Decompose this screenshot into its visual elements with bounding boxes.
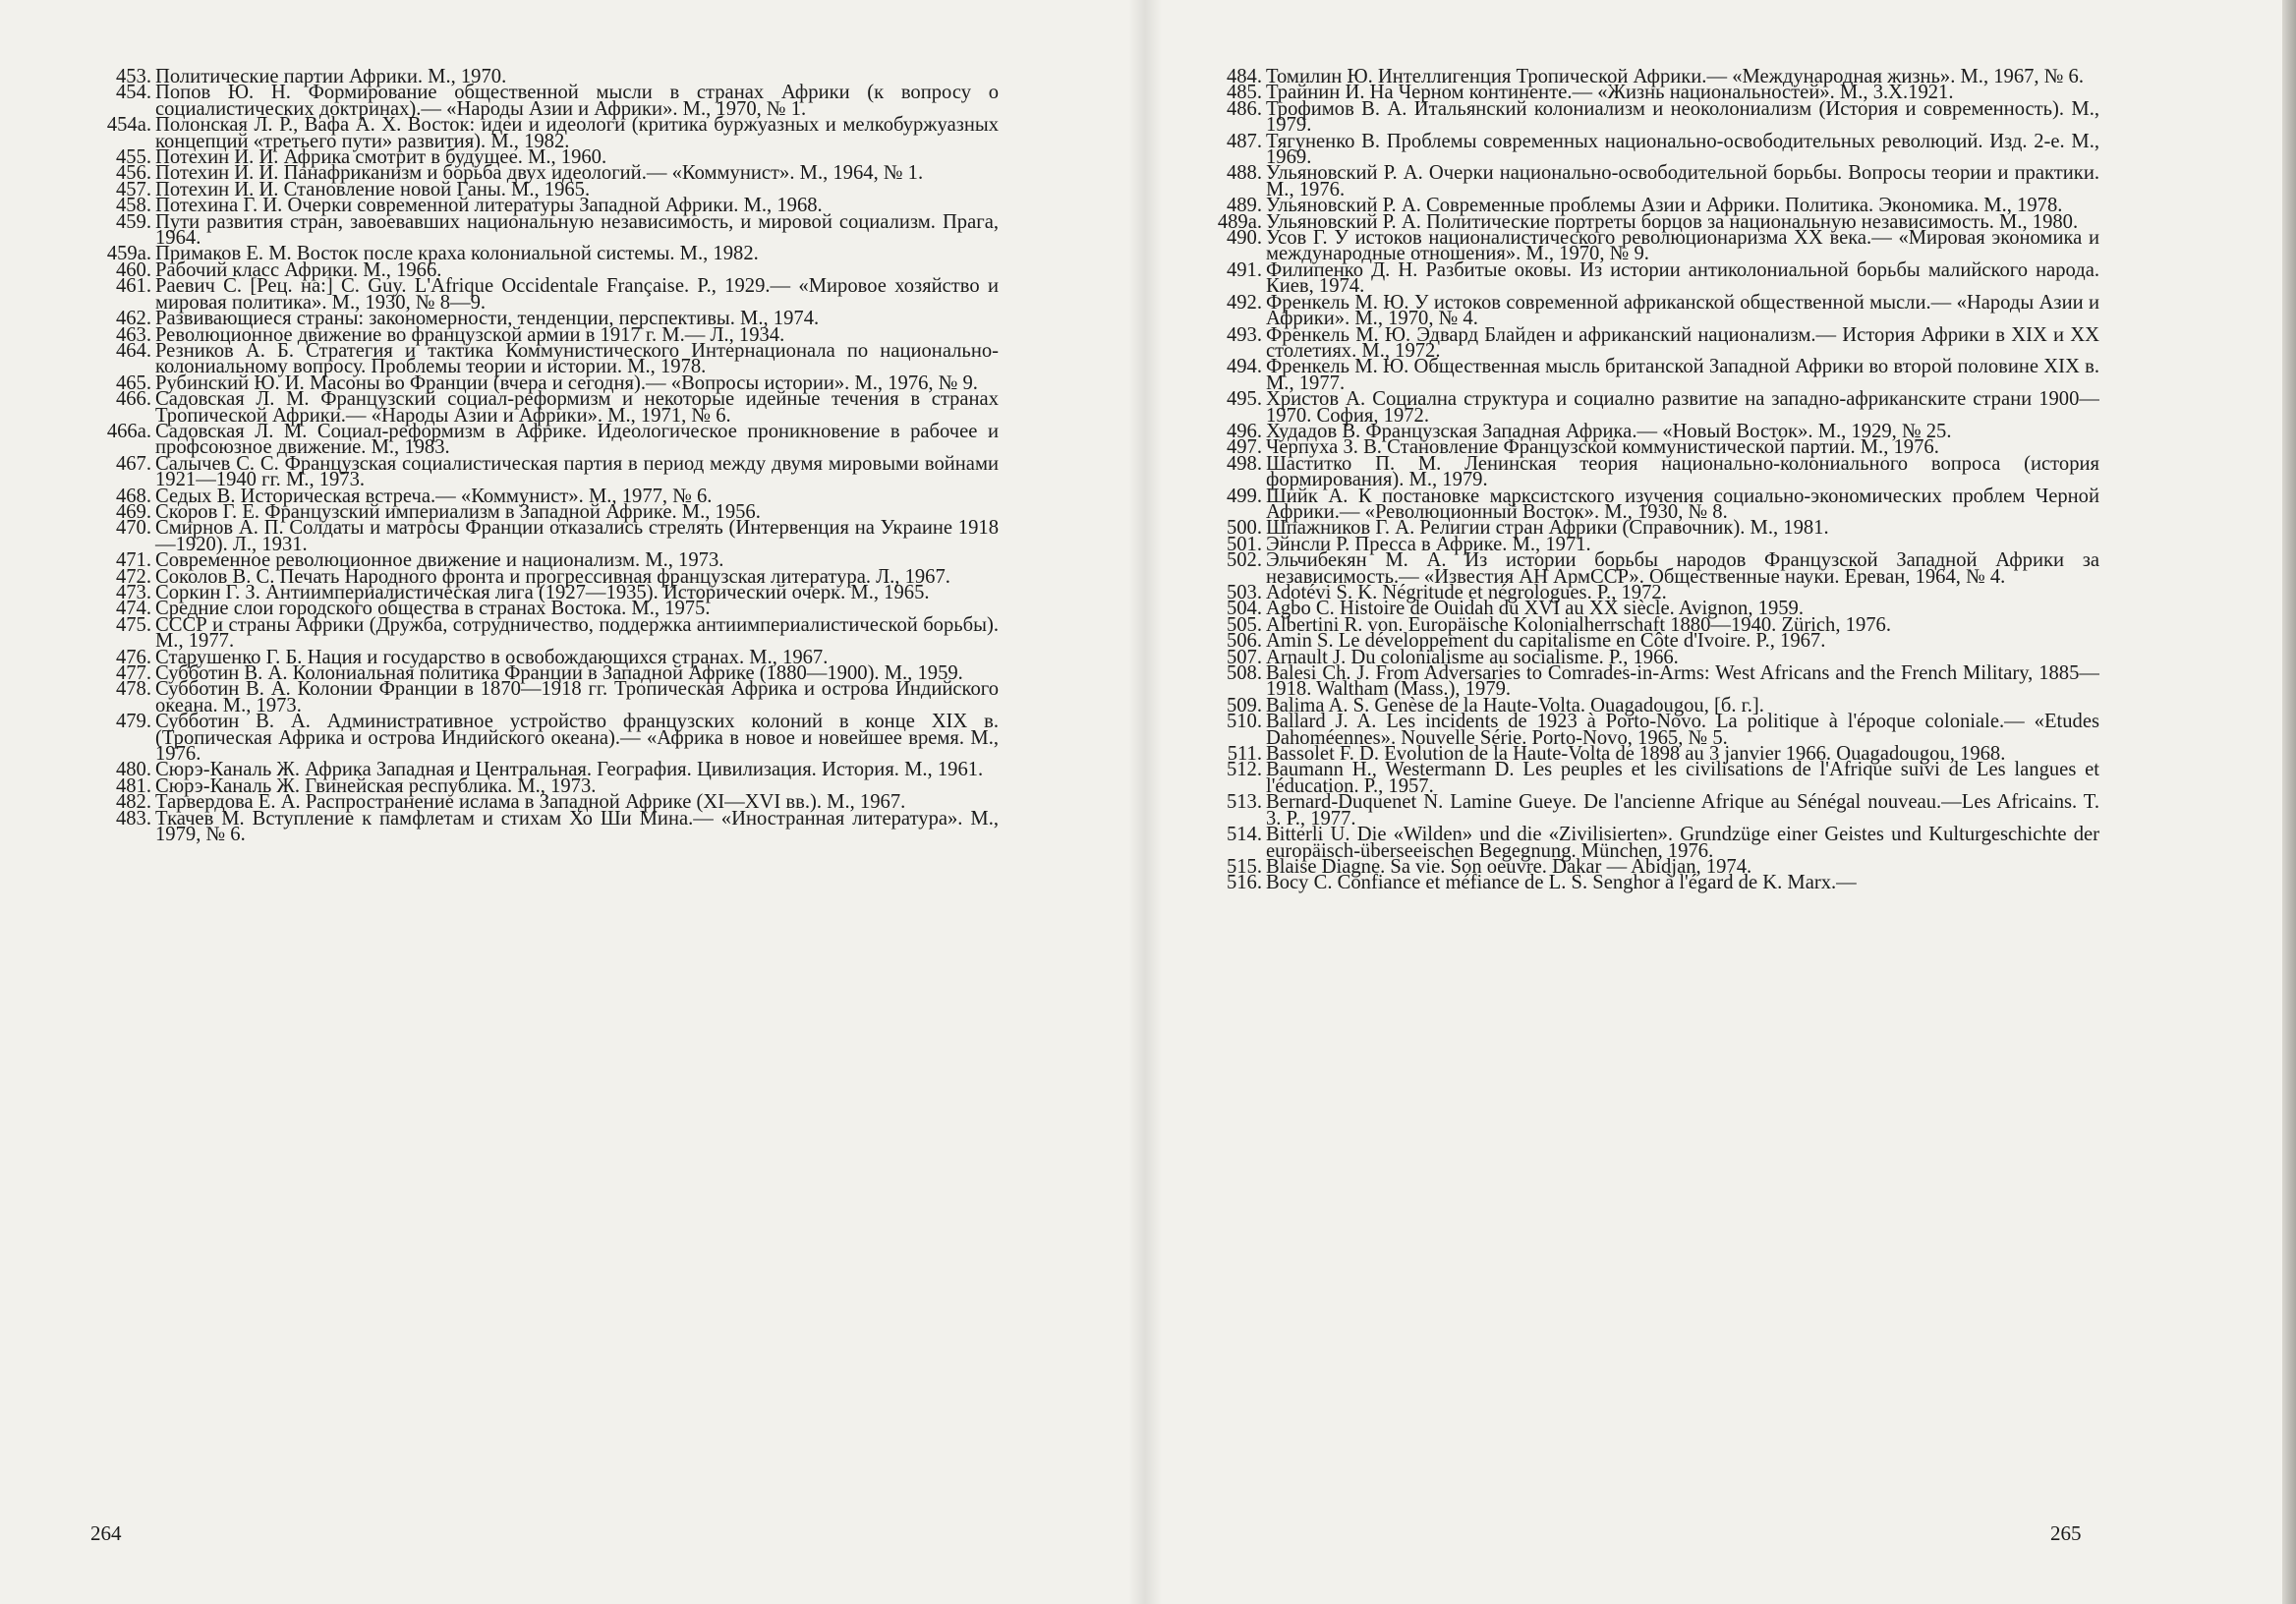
entry-text: Субботин В. А. Административное устройство французских колоний в конце XIX в. (Тропическая Африка и острова Индийского океана).— «Африка в новое и новейшее время. М., 1976. xyxy=(155,711,999,766)
entry-number: 469. xyxy=(115,500,151,523)
entry-number: 485. xyxy=(1226,82,1262,104)
entry-text: Ballard J. A. Les incidents de 1923 à Porto-Novo. La politique à l'époque coloniale.— «Etudes Dahoméennes». Nouvelle Série. Porto-Novo, 1965, № 5. xyxy=(1266,711,2099,749)
entry-text: Пути развития стран, завоевавших национальную независимость, и мировой социализм. Прага, 1964. xyxy=(155,210,999,250)
entry-text: Потехина Г. И. Очерки современной литературы Западной Африки. М., 1968. xyxy=(155,195,823,217)
entry-number: 499. xyxy=(1226,485,1262,507)
left-page-number: 264 xyxy=(90,1521,122,1545)
entry-number: 455. xyxy=(115,146,151,169)
entry-text: Усов Г. У истоков националистического революционаризма XX века.— «Мировая экономика и международные отношения». М., 1970, № 9. xyxy=(1266,227,2099,265)
entry-text: Христов А. Социална структура и социално развитие на западно-африканските страни 1900—1970. София, 1972. xyxy=(1266,388,2099,427)
bibliography-entry xyxy=(1209,711,2099,749)
entry-text: Примаков Е. М. Восток после краха колониальной системы. М., 1982. xyxy=(155,243,759,265)
entry-number: 515. xyxy=(1226,855,1262,878)
left-page xyxy=(98,69,999,1533)
entry-number: 504. xyxy=(1226,598,1262,620)
bibliography-entry xyxy=(98,711,999,766)
entry-number: 466. xyxy=(115,388,151,411)
entry-number: 466а. xyxy=(106,420,151,442)
entry-number: 491. xyxy=(1226,258,1262,281)
entry-number: 497. xyxy=(1226,436,1262,459)
bibliography-entry xyxy=(98,339,999,378)
entry-number: 453. xyxy=(115,69,151,87)
entry-text: Соркин Г. З. Антиимпериалистическая лига (1927—1935). Исторический очерк. М., 1965. xyxy=(155,582,930,603)
entry-number: 496. xyxy=(1226,420,1262,442)
bibliography-entry xyxy=(1209,97,2099,137)
entry-text: Ткачев М. Вступление к памфлетам и стихам Хо Ши Мина.— «Иностранная литература». М., 1979, № 6. xyxy=(155,807,999,846)
entry-text: Попов Ю. Н. Формирование общественной мысли в странах Африки (к вопросу о социалистических доктринах).— «Народы Азии и Африки». М., 1970, № 1. xyxy=(155,82,999,120)
entry-text: Смирнов А. П. Солдаты и матросы Франции отказались стрелять (Интервенция на Украине 1918—1920). Л., 1931. xyxy=(155,517,999,555)
bibliography-entry xyxy=(1209,162,2099,200)
entry-text: Садовская Л. М. Французский социал-реформизм и некоторые идейные течения в странах Тропической Африки.— «Народы Азии и Африки». М., 1971, № 6. xyxy=(155,388,999,427)
entry-number: 460. xyxy=(115,258,151,281)
entry-text: Френкель М. Ю. Эдвард Блайден и африканский национализм.— История Африки в XIX и XX столетиях. М., 1972. xyxy=(1266,323,2099,362)
entry-text: Bitterli U. Die «Wilden» und die «Zivilisierten». Grundzüge einer Geistes und Kulturgeschichte der europäisch-überseeischen Begegnung. München, 1976. xyxy=(1266,824,2099,862)
bibliography-entry xyxy=(98,613,999,653)
entry-number: 462. xyxy=(115,308,151,330)
entry-number: 464. xyxy=(115,339,151,362)
entry-number: 479. xyxy=(115,711,151,733)
entry-number: 495. xyxy=(1226,388,1262,411)
entry-number: 492. xyxy=(1226,291,1262,314)
entry-text: Тарвердова Е. А. Распространение ислама в Западной Африке (XI—XVI вв.). М., 1967. xyxy=(155,791,906,814)
bibliography-entry xyxy=(1209,872,2099,894)
entry-text: Ульяновский Р. А. Политические портреты борцов за национальную независимость. М., 1980. xyxy=(1266,210,2079,233)
bibliography-entry xyxy=(1209,452,2099,491)
entry-number: 473. xyxy=(115,582,151,603)
entry-number: 476. xyxy=(115,646,151,668)
entry-text: Филипенко Д. Н. Разбитые оковы. Из истории антиколониальной борьбы малийского народа. Киев, 1974. xyxy=(1266,258,2099,298)
entry-number: 472. xyxy=(115,565,151,588)
entry-text: Седых В. Историческая встреча.— «Коммунист». М., 1977, № 6. xyxy=(155,485,713,507)
entry-number: 471. xyxy=(115,549,151,572)
entry-text: Субботин В. А. Колонии Франции в 1870—1918 гг. Тропическая Африка и острова Индийского океана. М., 1973. xyxy=(155,678,999,716)
entry-number: 493. xyxy=(1226,323,1262,346)
bibliography-entry xyxy=(98,420,999,459)
entry-text: СССР и страны Африки (Дружба, сотрудничество, поддержка антиимпериалистической борьбы). М., 1977. xyxy=(155,613,999,653)
entry-number: 500. xyxy=(1226,517,1262,540)
entry-number: 510. xyxy=(1226,711,1262,733)
right-page xyxy=(1209,69,2099,1533)
entry-number: 494. xyxy=(1226,356,1262,378)
entry-number: 501. xyxy=(1226,533,1262,555)
bibliography-entry xyxy=(98,82,999,120)
entry-number: 487. xyxy=(1226,130,1262,152)
entry-text: Ульяновский Р. А. Очерки национально-освободительной борьбы. Вопросы теории и практики. М., 1976. xyxy=(1266,162,2099,200)
entry-number: 488. xyxy=(1226,162,1262,185)
entry-number: 459. xyxy=(115,210,151,233)
entry-text: Тягуненко В. Проблемы современных национально-освободительных революций. Изд. 2-е. М., 1969. xyxy=(1266,130,2099,169)
entry-text: Agbo C. Histoire de Ouidah du XVI au XX siècle. Avignon, 1959. xyxy=(1266,598,1804,620)
entry-number: 512. xyxy=(1226,759,1262,781)
entry-number: 489. xyxy=(1226,195,1262,217)
entry-text: Садовская Л. М. Социал-реформизм в Африке. Идеологическое проникновение в рабочее и профсоюзное движение. М., 1983. xyxy=(155,420,999,459)
entry-text: Balima A. S. Genèse de la Haute-Volta. Ouagadougou, [б. г.]. xyxy=(1266,694,1764,716)
entry-text: Скоров Г. Е. Французский империализм в Западной Африке. М., 1956. xyxy=(155,500,761,523)
entry-text: Потехин И. И. Панафриканизм и борьба двух идеологий.— «Коммунист». М., 1964, № 1. xyxy=(155,162,924,185)
entry-number: 503. xyxy=(1226,582,1262,603)
entry-number: 502. xyxy=(1226,549,1262,572)
entry-text: Albertini R. von. Europäische Kolonialherrschaft 1880—1940. Zürich, 1976. xyxy=(1266,613,1891,636)
entry-text: Потехин И. И. Африка смотрит в будущее. М., 1960. xyxy=(155,146,607,169)
bibliography-entry xyxy=(1209,791,2099,830)
entry-text: Трофимов В. А. Итальянский колониализм и неоколониализм (История и современность). М., 1979. xyxy=(1266,97,2099,137)
entry-number: 508. xyxy=(1226,662,1262,685)
entry-text: Потехин И. И. Становление новой Ганы. М., 1965. xyxy=(155,178,591,200)
entry-text: Революционное движение во французской армии в 1917 г. М.— Л., 1934. xyxy=(155,323,785,346)
page-edge xyxy=(2282,0,2296,1604)
entry-text: Френкель М. Ю. У истоков современной африканской общественной мысли.— «Народы Азии и Африки». М., 1970, № 4. xyxy=(1266,291,2099,330)
entry-text: Balesi Ch. J. From Adversaries to Comrades-in-Arms: West Africans and the French Military, 1885—1918. Waltham (Mass.), 1979. xyxy=(1266,662,2099,701)
entry-number: 459а. xyxy=(106,243,151,265)
entry-number: 506. xyxy=(1226,630,1262,653)
entry-number: 454а. xyxy=(106,114,151,137)
entry-number: 509. xyxy=(1226,694,1262,716)
entry-text: Старушенко Г. Б. Нация и государство в освобождающихся странах. М., 1967. xyxy=(155,646,829,668)
bibliography-entry xyxy=(1209,759,2099,797)
entry-number: 505. xyxy=(1226,613,1262,636)
entry-number: 477. xyxy=(115,662,151,685)
entry-number: 516. xyxy=(1226,872,1262,894)
entry-number: 467. xyxy=(115,452,151,475)
entry-text: Салычев С. С. Французская социалистическая партия в период между двумя мировыми войнами 1921—1940 гг. М., 1973. xyxy=(155,452,999,491)
entry-text: Политические партии Африки. М., 1970. xyxy=(155,69,507,87)
entry-text: Современное революционное движение и национализм. М., 1973. xyxy=(155,549,724,572)
entry-number: 513. xyxy=(1226,791,1262,814)
entry-number: 461. xyxy=(115,275,151,298)
bibliography-entry xyxy=(1209,356,2099,394)
entry-number: 482. xyxy=(115,791,151,814)
entry-text: Bassolet F. D. Evolution de la Haute-Volta de 1898 au 3 janvier 1966. Ouagadougou, 1968. xyxy=(1266,743,2006,766)
bibliography-entry xyxy=(1209,662,2099,701)
entry-text: Arnault J. Du colonialisme au socialisme. P., 1966. xyxy=(1266,646,1679,668)
bibliography-entry xyxy=(98,452,999,491)
entry-number: 475. xyxy=(115,613,151,636)
entry-text: Развивающиеся страны: закономерности, тенденции, перспективы. М., 1974. xyxy=(155,308,820,330)
entry-text: Шаститко П. М. Ленинская теория национально-колониального вопроса (история формирования). М., 1979. xyxy=(1266,452,2099,491)
bibliography-entry xyxy=(1209,291,2099,330)
entry-text: Сюрэ-Каналь Ж. Гвинейская республика. М., 1973. xyxy=(155,774,597,797)
entry-number: 489а. xyxy=(1217,210,1262,233)
entry-text: Сюрэ-Каналь Ж. Африка Западная и Центральная. География. Цивилизация. История. М., 1961. xyxy=(155,759,984,781)
bibliography-entry xyxy=(1209,485,2099,523)
bibliography-entry xyxy=(1209,388,2099,427)
book-gutter xyxy=(1128,0,1162,1604)
entry-text: Рабочий класс Африки. М., 1966. xyxy=(155,258,442,281)
entry-number: 456. xyxy=(115,162,151,185)
entry-number: 480. xyxy=(115,759,151,781)
entry-text: Baumann H., Westermann D. Les peuples et les civilisations de l'Afrique suivi de Les langues et l'éducation. P., 1957. xyxy=(1266,759,2099,797)
bibliography-entry xyxy=(1209,824,2099,862)
entry-number: 465. xyxy=(115,372,151,394)
entry-number: 481. xyxy=(115,774,151,797)
entry-number: 478. xyxy=(115,678,151,701)
bibliography-entry xyxy=(98,210,999,250)
entry-number: 474. xyxy=(115,598,151,620)
entry-text: Bocy C. Confiance et méfiance de L. S. Senghor à l'égard de K. Marx.— xyxy=(1266,872,1857,894)
entry-text: Amin S. Le développement du capitalisme en Côte d'Ivoire. P., 1967. xyxy=(1266,630,1826,653)
entry-text: Рубинский Ю. И. Масоны во Франции (вчера и сегодня).— «Вопросы истории». М., 1976, № 9. xyxy=(155,372,978,394)
entry-number: 511. xyxy=(1227,743,1262,766)
entry-number: 498. xyxy=(1226,452,1262,475)
entry-number: 514. xyxy=(1226,824,1262,846)
entry-text: Шийк А. К постановке марксистского изучения социально-экономических проблем Черной Африки.— «Революционный Восток». М., 1930, № 8. xyxy=(1266,485,2099,523)
bibliography-entry xyxy=(98,388,999,427)
entry-text: Томилин Ю. Интеллигенция Тропической Африки.— «Международная жизнь». М., 1967, № 6. xyxy=(1266,69,2084,87)
entry-text: Эйнсли Р. Пресса в Африке. М., 1971. xyxy=(1266,533,1591,555)
bibliography-entry xyxy=(1209,258,2099,298)
entry-text: Полонская Л. Р., Вафа А. Х. Восток: идеи и идеологи (критика буржуазных и мелкобуржуазных концепций «третьего пути» развития). М., 1982. xyxy=(155,114,999,152)
bibliography-entry xyxy=(98,114,999,152)
entry-text: Ульяновский Р. А. Современные проблемы Азии и Африки. Политика. Экономика. М., 1978. xyxy=(1266,195,2063,217)
entry-text: Blaise Diagne. Sa vie. Son oeuvre. Dakar — Abidjan, 1974. xyxy=(1266,855,1752,878)
entry-text: Трайнин И. На Черном континенте.— «Жизнь национальностей». М., 3.X.1921. xyxy=(1266,82,1954,104)
right-page-number: 265 xyxy=(2050,1521,2082,1545)
entry-text: Раевич С. [Рец. на:] C. Guy. L'Afrique Occidentale Française. P., 1929.— «Мировое хозяйство и мировая политика». М., 1930, № 8—9. xyxy=(155,275,999,314)
entry-text: Adotévi S. K. Négritude et négrologues. P., 1972. xyxy=(1266,582,1667,603)
entry-text: Субботин В. А. Колониальная политика Франции в Западной Африке (1880—1900). М., 1959. xyxy=(155,662,963,685)
entry-number: 490. xyxy=(1226,227,1262,250)
bibliography-entry xyxy=(98,678,999,716)
entry-text: Bernard-Duquenet N. Lamine Gueye. De l'ancienne Afrique au Sénégal nouveau.—Les Africains. T. 3. P., 1977. xyxy=(1266,791,2099,830)
bibliography-entry xyxy=(98,517,999,555)
bibliography-entry xyxy=(1209,227,2099,265)
bibliography-entry xyxy=(1209,130,2099,169)
entry-number: 470. xyxy=(115,517,151,540)
entry-text: Средние слои городского общества в странах Востока. М., 1975. xyxy=(155,598,711,620)
entry-number: 458. xyxy=(115,195,151,217)
bibliography-entry xyxy=(98,275,999,314)
entry-text: Шпажников Г. А. Религии стран Африки (Справочник). М., 1981. xyxy=(1266,517,1829,540)
entry-number: 457. xyxy=(115,178,151,200)
entry-text: Соколов В. С. Печать Народного фронта и прогрессивная французская литература. Л., 1967. xyxy=(155,565,950,588)
entry-number: 468. xyxy=(115,485,151,507)
entry-number: 486. xyxy=(1226,97,1262,120)
entry-text: Френкель М. Ю. Общественная мысль британской Западной Африки во второй половине XIX в. М., 1977. xyxy=(1266,356,2099,394)
bibliography-entry xyxy=(1209,549,2099,588)
bibliography-entry xyxy=(98,807,999,846)
entry-number: 507. xyxy=(1226,646,1262,668)
entry-text: Эльчибекян М. А. Из истории борьбы народов Французской Западной Африки за независимость.— «Известия АН АрмССР». Общественные науки. Ереван, 1964, № 4. xyxy=(1266,549,2099,588)
entry-number: 484. xyxy=(1226,69,1262,87)
entry-number: 483. xyxy=(115,807,151,830)
entry-text: Резников А. Б. Стратегия и тактика Коммунистического Интернационала по национально-колониальному вопросу. Проблемы теории и истории. М., 1978. xyxy=(155,339,999,378)
entry-number: 454. xyxy=(115,82,151,104)
entry-text: Черпуха З. В. Становление Французской коммунистической партии. М., 1976. xyxy=(1266,436,1939,459)
entry-text: Худадов В. Французская Западная Африка.— «Новый Восток». М., 1929, № 25. xyxy=(1266,420,1952,442)
bibliography-entry xyxy=(1209,323,2099,362)
entry-number: 463. xyxy=(115,323,151,346)
